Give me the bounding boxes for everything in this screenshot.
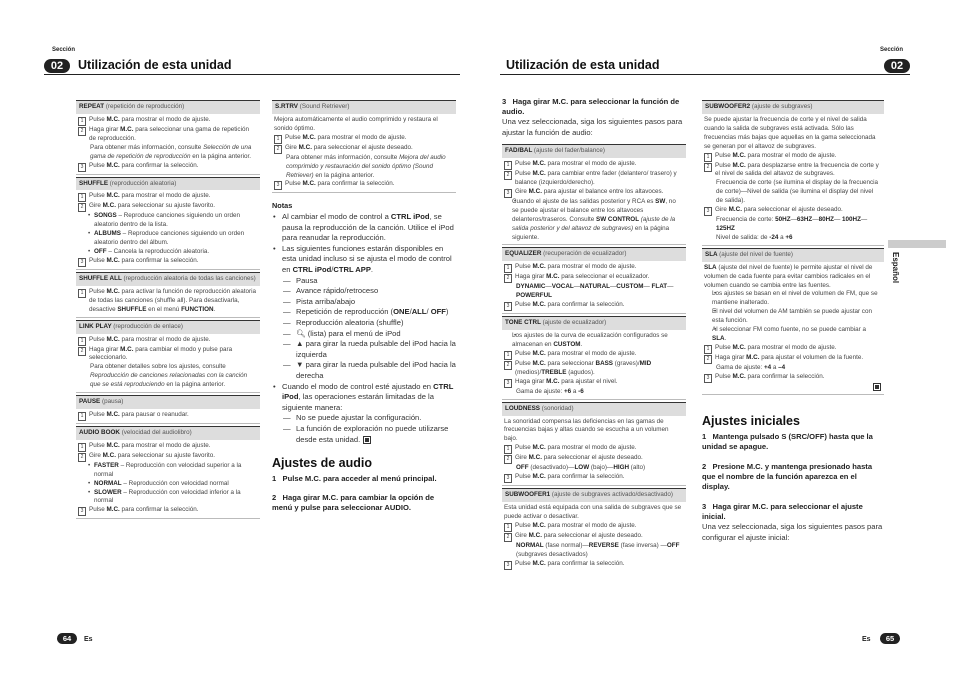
page-title-left: Utilización de esta unidad bbox=[78, 58, 232, 72]
section-number-left: 02 bbox=[44, 59, 70, 73]
side-tab-language: Español bbox=[891, 252, 900, 284]
section-pause: PAUSE (pausa) bbox=[76, 395, 260, 409]
end-mark-icon bbox=[873, 383, 881, 391]
header-rule-left bbox=[44, 74, 460, 75]
end-mark-icon bbox=[363, 436, 371, 444]
header-rule-right bbox=[500, 74, 910, 75]
column-4: SUBWOOFER2 (ajuste de subgraves) Se puede ajustar la frecuencia de corte y el nivel de salida cuando la salida de subgraves está activada. Sólo las frecuencias más bajas que aquellas en la gama seleccionada se generan por el altavoz de subgraves. 1 Pulse M.C. para mostrar el modo de ajuste. 2 Pulse M.C. para desplazarse entre la frecuencia de corte y el nivel de salida del altavoz de subgraves. Frecuencia de corte (se ilumina el display de la frecuencia de corte)—Nivel de salida (se ilumina el display del nivel de salida). 3 Gire M.C. para seleccionar el ajuste deseado. Frecuencia de corte: 50HZ—63HZ—80HZ— 100HZ—125HZ Nivel de salida: de -24 a +6 SLA (ajuste del nivel de fuente) SLA (ajuste del nivel de fuente) le permite ajustar el nivel de volumen de cada fuente para evitar cambios radicales en el volumen cuando se cambia entre las fuentes. • Los ajustes se basan en el nivel de volumen de FM, que se mantiene inalterado. • El nivel del volumen de AM también se puede ajustar con esta función. • Al seleccionar FM como fuente, no se puede cambiar a SLA. 1 Pulse M.C. para mostrar el modo de ajuste. 2 Haga girar M.C. para ajustar el volumen de la fuente. Gama de ajuste: +4 a –4 3 Pulse M.C. para confirmar la selección. Ajustes iniciales 1 Mantenga pulsado S (SRC/OFF) hasta que la unidad se apague. 2 Presione M.C. y mantenga presionado hasta que el nombre de la función aparezca en el display. 3 Haga girar M.C. para seleccionar el ajuste inicial. Una vez seleccionada, siga los siguientes pasos para configurar el ajuste inicial: bbox=[702, 98, 884, 543]
section-equalizer: EQUALIZER (recuperación de ecualizador) bbox=[502, 247, 686, 261]
section-shuffle-all: SHUFFLE ALL (reproducción aleatoria de todas las canciones) bbox=[76, 272, 260, 286]
page-number-left: 64 bbox=[57, 633, 77, 644]
section-tone-ctrl: TONE CTRL (ajuste de ecualizador) bbox=[502, 316, 686, 330]
seccion-label-left: Sección bbox=[52, 47, 76, 53]
column-1: REPEAT (repetición de reproducción) 1 Pulse M.C. para mostrar el modo de ajuste. 2 Haga girar M.C. para seleccionar una gama de repetición de reproducción. Para obtener más información, consulte Selección de una gama de repetición de reproducción en la página anterior. 3 Pulse M.C. para confirmar la selección. SHUFFLE (reproducción aleatoria) 1 Pulse M.C. para mostrar el modo de ajuste. 2 Gire M.C. para seleccionar su ajuste favorito. • SONGS – Reproduce canciones siguiendo un orden aleatorio dentro de la lista. • ALBUMS – Reproduce canciones siguiendo un orden aleatorio dentro del álbum. • OFF – Cancela la reproducción aleatoria. 3 Pulse M.C. para confirmar la selección. SHUFFLE ALL (reproducción aleatoria de todas las canciones) 1 Pulse M.C. para activar la función de reproducción aleatoria de todas las canciones (shuffle all). Para desactivarla, desactive SHUFFLE en el menú FUNCTION. LINK PLAY (reproducción de enlace) 1 Pulse M.C. para mostrar el modo de ajuste. 2 Haga girar M.C. para cambiar el modo y pulse para seleccionarlo. Para obtener detalles sobre los ajustes, consulte Reproducción de canciones relacionadas con la canción que se está reproduciendo en la página anterior. PAUSE (pausa) 1 Pulse M.C. para pausar o reanudar. AUDIO BOOK (velocidad del audiolibro) 1 Pulse M.C. para mostrar el modo de ajuste. 2 Gire M.C. para seleccionar su ajuste favorito. • FASTER – Reproducción con velocidad superior a la normal • NORMAL – Reproducción con velocidad normal • SLOWER – Reproducción con velocidad inferior a la normal 3 Pulse M.C. para confirmar la selección. bbox=[76, 98, 260, 520]
heading-ajustes-iniciales: Ajustes iniciales bbox=[702, 414, 800, 429]
column-3: 3 Haga girar M.C. para seleccionar la función de audio. Una vez seleccionada, siga los siguientes pasos para ajustar la función de audio: FAD/BAL (ajuste del fader/balance) 1 Pulse M.C. para mostrar el modo de ajuste. 2 Pulse M.C. para cambiar entre fader (delantero/ trasero) y balance (izquierdo/derecho). 3 Gire M.C. para ajustar el balance entre los altavoces. • Cuando el ajuste de las salidas posterior y RCA es SW, no se puede ajustar el balance entre los altavoces delanteros/traseros. Consulte SW CONTROL (ajuste de la salida posterior y del altavoz de subgraves) en la página siguiente. EQUALIZER (recuperación de ecualizador) 1 Pulse M.C. para mostrar el modo de ajuste. 2 Haga girar M.C. para seleccionar el ecualizador. DYNAMIC—VOCAL—NATURAL—CUSTOM— FLAT—POWERFUL 3 Pulse M.C. para confirmar la selección. TONE CTRL (ajuste de ecualizador) • Los ajustes de la curva de ecualización configurados se almacenan en CUSTOM. 1 Pulse M.C. para mostrar el modo de ajuste. 2 Pulse M.C. para seleccionar BASS (graves)/MID (medios)/TREBLE (agudos). 3 Haga girar M.C. para ajustar el nivel. Gama de ajuste: +6 a -6 LOUDNESS (sonoridad) La sonoridad compensa las deficiencias en las gamas de frecuencias bajas y altas cuando se escucha a un volumen bajo. 1 Pulse M.C. para mostrar el modo de ajuste. 2 Gire M.C. para seleccionar el ajuste deseado. OFF (desactivado)—LOW (bajo)—HIGH (alto) 3 Pulse M.C. para confirmar la selección. SUBWOOFER1 (ajuste de subgraves activado/desactivado) Esta unidad está equipada con una salida de subgraves que se puede activar o desactivar. 1 Pulse M.C. para mostrar el modo de ajuste. 2 Gire M.C. para seleccionar el ajuste deseado. NORMAL (fase normal)—REVERSE (fase inversa) —OFF (subgraves desactivados) 3 Pulse M.C. para confirmar la selección. bbox=[502, 97, 686, 573]
lang-code-left: Es bbox=[84, 636, 93, 643]
section-repeat: REPEAT (repetición de reproducción) bbox=[76, 100, 260, 114]
section-sla: SLA (ajuste del nivel de fuente) bbox=[702, 248, 884, 262]
section-subwoofer1: SUBWOOFER1 (ajuste de subgraves activado/desactivado) bbox=[502, 488, 686, 502]
heading-ajustes-audio: Ajustes de audio bbox=[272, 456, 373, 471]
section-audio-book: AUDIO BOOK (velocidad del audiolibro) bbox=[76, 426, 260, 440]
section-srtv: S.RTRV (Sound Retriever) bbox=[272, 100, 456, 114]
section-subwoofer2: SUBWOOFER2 (ajuste de subgraves) bbox=[702, 100, 884, 114]
section-fad-bal: FAD/BAL (ajuste del fader/balance) bbox=[502, 144, 686, 158]
lang-code-right: Es bbox=[862, 636, 871, 643]
section-loudness: LOUDNESS (sonoridad) bbox=[502, 402, 686, 416]
section-link-play: LINK PLAY (reproducción de enlace) bbox=[76, 320, 260, 334]
column-2: S.RTRV (Sound Retriever) Mejora automáticamente el audio comprimido y restaura el sonido óptimo. 1 Pulse M.C. para mostrar el modo de ajuste. 2 Gire M.C. para seleccionar el ajuste deseado. Para obtener más información, consulte Mejora del audio comprimido y restauración del sonido óptimo (Sound Retriever) en la página anterior. 3 Pulse M.C. para confirmar la selección. Notas • Al cambiar el modo de control a CTRL iPod, se pausa la reproducción de la canción. Utilice el iPod para reanudar la reproducción. • Las siguientes funciones estarán disponibles en esta unidad incluso si se ajusta el modo de control en CTRL iPod/CTRL APP. — Pausa — Avance rápido/retroceso — Pista arriba/abajo — Repetición de reproducción (ONE/ALL/ OFF) — Reproducción aleatoria (shuffle) — 🔍︎ (lista) para el menú de iPod — ▲ para girar la rueda pulsable del iPod hacia la izquierda — ▼ para girar la rueda pulsable del iPod hacia la derecha • Cuando el modo de control esté ajustado en CTRL iPod, las operaciones estarán limitadas de la siguiente manera: — No se puede ajustar la configuración. — La función de exploración no puede utilizarse desde esta unidad. Ajustes de audio 1 Pulse M.C. para acceder al menú principal. 2 Haga girar M.C. para cambiar la opción de menú y pulse para seleccionar AUDIO. bbox=[272, 98, 456, 513]
page-title-right: Utilización de esta unidad bbox=[506, 58, 660, 72]
section-number-right: 02 bbox=[884, 59, 910, 73]
seccion-label-right: Sección bbox=[880, 47, 904, 53]
section-shuffle: SHUFFLE (reproducción aleatoria) bbox=[76, 177, 260, 191]
side-tab-bar bbox=[888, 240, 946, 248]
page-number-right: 65 bbox=[880, 633, 900, 644]
